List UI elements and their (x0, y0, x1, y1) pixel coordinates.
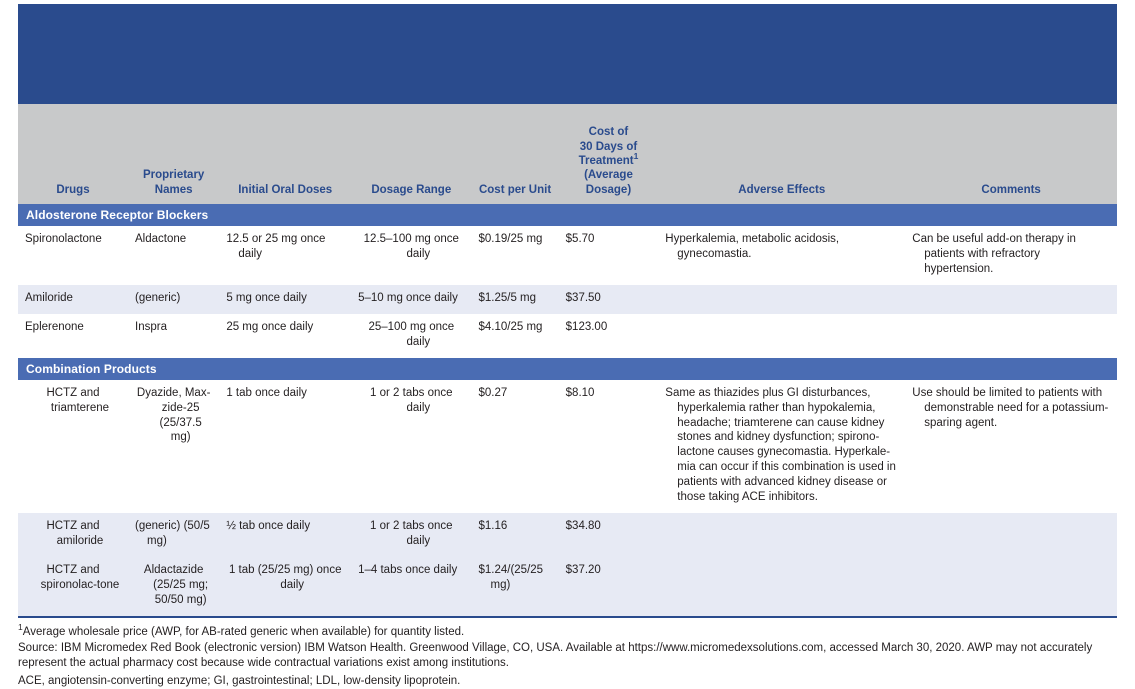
cell-cost-per-unit (471, 557, 558, 616)
cell-initial-dose-text: ½ tab once daily (226, 520, 311, 533)
cell-comments-text: Can be useful add-on therapy in patients with refractory hypertension. (912, 233, 1076, 275)
table-row (18, 513, 1117, 557)
column-header-cost-30-days (559, 104, 659, 204)
cell-cost-per-unit-text: $1.16 (478, 520, 508, 533)
cell-drug (18, 285, 128, 314)
table-row (18, 226, 1117, 285)
cell-cost-30-days-text: $34.80 (565, 520, 601, 533)
header-label-proprietary-line2: Names (154, 183, 193, 196)
cell-cost-30-days-text: $37.20 (565, 564, 601, 576)
cell-cost-30-days (559, 513, 659, 557)
cell-initial-dose (219, 557, 351, 616)
cell-proprietary-text: Aldactazide (25/25 mg; 50/50 mg) (143, 564, 209, 606)
cell-drug-text: Amiloride (25, 291, 73, 304)
cell-dosage-range (351, 314, 471, 358)
cell-drug (18, 226, 128, 285)
cell-cost-per-unit (471, 513, 558, 557)
cell-cost-per-unit (471, 380, 558, 514)
cell-comments (905, 285, 1117, 314)
cell-cost-per-unit-text: $4.10/25 mg (478, 320, 543, 333)
cell-dosage-range-text: 1 or 2 tabs once daily (370, 386, 453, 414)
table-row (18, 557, 1117, 616)
section-header-row (18, 358, 1117, 380)
footnotes (18, 621, 1117, 689)
cell-proprietary (128, 314, 219, 358)
cell-drug (18, 513, 128, 557)
cell-proprietary (128, 557, 219, 616)
header-label-drugs: Drugs (56, 183, 90, 196)
cell-cost-per-unit-text: $0.19/25 mg (478, 233, 543, 245)
column-header-drugs (18, 104, 128, 204)
table-row (18, 314, 1117, 358)
cell-cost-30-days-text: $37.50 (565, 291, 601, 304)
column-header-adverse-effects (658, 104, 905, 204)
cell-initial-dose (219, 380, 351, 514)
cell-adverse-effects (658, 513, 905, 557)
cell-adverse-effects (658, 380, 905, 514)
section-header-row (18, 204, 1117, 226)
cell-adverse-effects (658, 226, 905, 285)
cell-dosage-range (351, 513, 471, 557)
cell-comments (905, 513, 1117, 557)
cell-dosage-range-text: 1 or 2 tabs once daily (370, 520, 453, 548)
cell-dosage-range-text: 12.5–100 mg once daily (363, 233, 459, 260)
column-header-comments (905, 104, 1117, 204)
header-label-comments: Comments (981, 183, 1041, 196)
cell-drug-text: HCTZ and amiloride (46, 520, 104, 548)
cell-proprietary-text: Dyazide, Max-zide-25 (25/37.5 mg) (136, 386, 211, 444)
cell-adverse-effects-text: Hyperkalemia, metabolic acidosis, gynecomastia. (665, 233, 840, 260)
cell-initial-dose (219, 314, 351, 358)
section-title-combination-products: Combination Products (18, 358, 1117, 380)
cell-dosage-range-text: 5–10 mg once daily (358, 291, 458, 304)
table-bottom-rule (18, 616, 1117, 618)
cell-dosage-range-text: 25–100 mg once daily (368, 320, 455, 348)
cell-adverse-effects-text: Same as thiazides plus GI disturbances, hyperkalemia rather than hypokalemia, headache; triamterene can cause kidney stones and kidney dysfunction; spirono-lactone causes gynecomastia. Hyperkale-mia can occur if this combination is used in patients with advanced kidney disease or those taking ACE inhibitors. (665, 386, 896, 504)
cell-cost-30-days-text: $5.70 (565, 233, 595, 245)
cell-drug (18, 557, 128, 616)
header-label-cost30-line2: 30 Days of (579, 140, 638, 153)
cell-drug-text: Eplerenone (25, 320, 84, 333)
cell-cost-30-days (559, 285, 659, 314)
cell-comments (905, 557, 1117, 616)
cell-drug (18, 314, 128, 358)
cell-drug-text: Spironolactone (25, 233, 102, 245)
cell-initial-dose (219, 513, 351, 557)
footnote-marker: 1 (18, 621, 23, 632)
cell-proprietary-text: Aldactone (135, 233, 187, 245)
footnote-awp-text: Average wholesale price (AWP, for AB-rated generic when available) for quantity listed. (22, 625, 465, 638)
header-label-cost30-line3: Treatment (578, 154, 634, 167)
table-top-rule (18, 4, 1117, 104)
table-row (18, 380, 1117, 514)
cell-adverse-effects (658, 285, 905, 314)
cell-cost-per-unit-text: $1.25/5 mg (478, 291, 537, 304)
table-row (18, 285, 1117, 314)
footnote-source: Source: IBM Micromedex Red Book (electronic version) IBM Watson Health. Greenwood Village, CO, USA. Available at https://www.micromedexsolutions.com, accessed March 30, 2020. AWP may not accurately represent the actual pharmacy cost because wide contractual variations exist among institutions. (18, 642, 1093, 670)
cell-cost-per-unit-text: $1.24/(25/25 mg) (478, 564, 544, 591)
header-label-cost30-line5: Dosage) (585, 183, 632, 196)
cell-drug (18, 380, 128, 514)
cell-cost-per-unit (471, 285, 558, 314)
cell-drug-text: HCTZ and triamterene (46, 386, 110, 414)
cell-cost-30-days (559, 380, 659, 514)
cell-initial-dose-text: 5 mg once daily (226, 291, 307, 304)
table-header (18, 4, 1117, 204)
cell-initial-dose-text: 1 tab once daily (226, 386, 307, 399)
cell-comments (905, 226, 1117, 285)
top-rule (18, 4, 1117, 104)
cell-cost-per-unit (471, 226, 558, 285)
cell-comments (905, 314, 1117, 358)
footnote-awp (18, 621, 1117, 640)
header-label-adverse-effects: Adverse Effects (738, 183, 826, 196)
cell-proprietary (128, 380, 219, 514)
cell-initial-dose (219, 285, 351, 314)
header-label-initial-oral-doses: Initial Oral Doses (238, 183, 333, 196)
cell-adverse-effects (658, 557, 905, 616)
cell-comments-text: Use should be limited to patients with demonstrable need for a potassium-sparing agent. (912, 386, 1109, 429)
cell-cost-30-days-text: $8.10 (565, 386, 595, 399)
cell-adverse-effects (658, 314, 905, 358)
section-title-aldosterone-receptor-blockers: Aldosterone Receptor Blockers (18, 204, 1117, 226)
cell-cost-30-days (559, 226, 659, 285)
table-body (18, 204, 1117, 616)
cell-cost-30-days (559, 557, 659, 616)
column-header-cost-per-unit (471, 104, 558, 204)
cell-dosage-range (351, 226, 471, 285)
header-row (18, 104, 1117, 204)
cell-proprietary-text: (generic) (50/5 mg) (135, 520, 210, 548)
cell-dosage-range (351, 557, 471, 616)
cell-proprietary (128, 226, 219, 285)
drug-comparison-table (18, 4, 1117, 616)
header-label-proprietary-line1: Proprietary (142, 169, 205, 182)
column-header-initial-oral-doses (219, 104, 351, 204)
cell-initial-dose-text: 1 tab (25/25 mg) once daily (228, 564, 342, 591)
cell-dosage-range (351, 285, 471, 314)
column-header-proprietary-names (128, 104, 219, 204)
header-label-cost-per-unit: Cost per Unit (478, 183, 552, 196)
cell-proprietary (128, 513, 219, 557)
cell-cost-30-days-text: $123.00 (565, 320, 608, 333)
header-label-cost30-line1: Cost of (588, 126, 629, 139)
header-label-dosage-range: Dosage Range (371, 183, 452, 196)
cell-initial-dose (219, 226, 351, 285)
cell-cost-30-days (559, 314, 659, 358)
footnote-abbreviations: ACE, angiotensin-converting enzyme; GI, gastrointestinal; LDL, low-density lipoprotein. (18, 674, 461, 687)
cell-dosage-range-text: 1–4 tabs once daily (358, 564, 458, 576)
cell-comments (905, 380, 1117, 514)
cell-cost-per-unit-text: $0.27 (478, 386, 508, 399)
header-label-cost30-line4: (Average (584, 169, 633, 182)
cell-dosage-range (351, 380, 471, 514)
column-header-dosage-range (351, 104, 471, 204)
cell-proprietary-text: (generic) (135, 291, 181, 304)
cell-drug-text: HCTZ and spironolac-tone (40, 564, 120, 591)
cell-initial-dose-text: 12.5 or 25 mg once daily (226, 233, 326, 260)
cell-cost-per-unit (471, 314, 558, 358)
cell-initial-dose-text: 25 mg once daily (226, 320, 314, 333)
header-footnote-marker: 1 (633, 151, 639, 162)
cell-proprietary-text: Inspra (135, 320, 167, 333)
cell-proprietary (128, 285, 219, 314)
